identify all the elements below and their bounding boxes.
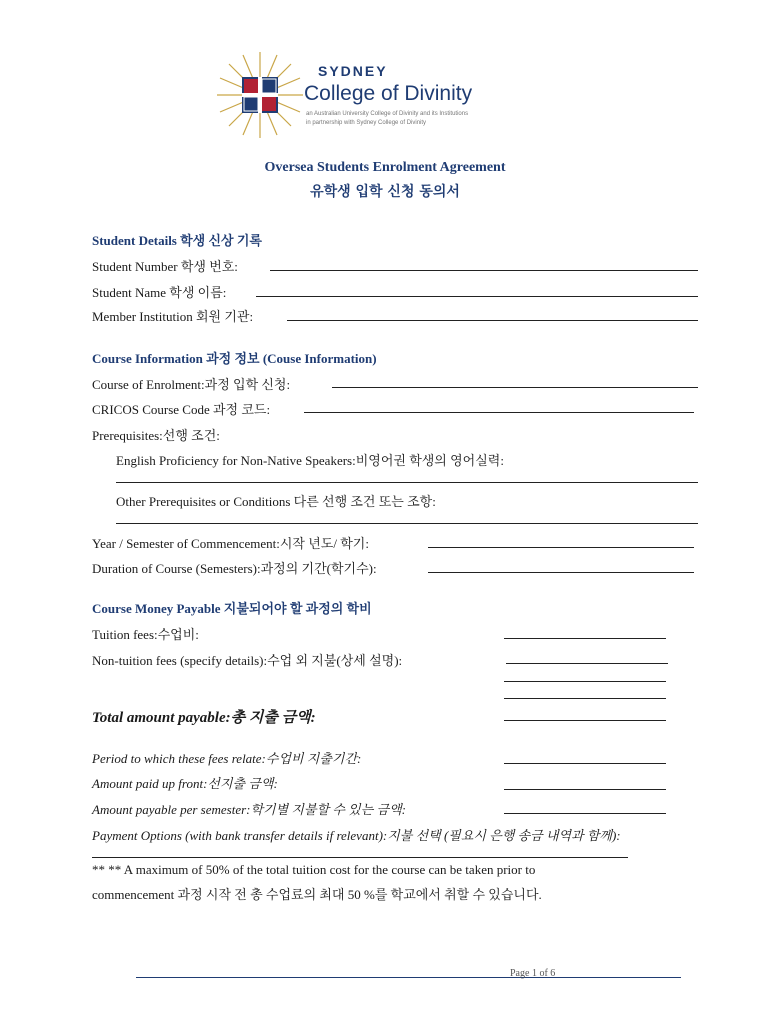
student-name-field[interactable] bbox=[256, 296, 698, 297]
english-proficiency-field[interactable] bbox=[116, 482, 698, 483]
commencement-field[interactable] bbox=[428, 547, 694, 548]
non-tuition-fees-field[interactable] bbox=[506, 663, 668, 664]
footer-rule bbox=[136, 977, 681, 978]
page-number: Page 1 of 6 bbox=[510, 968, 556, 979]
paid-up-front-label: Amount paid up front:선지출 금액: bbox=[92, 776, 278, 791]
total-payable-label: Total amount payable:총 지출 금액: bbox=[92, 710, 316, 726]
english-proficiency-label: English Proficiency for Non-Native Speakers:비영어권 학생의 영어실력: bbox=[116, 453, 504, 468]
non-tuition-fees-field[interactable] bbox=[504, 698, 666, 699]
logo-wordmark-top: SYDNEY bbox=[318, 63, 388, 79]
other-prerequisites-field[interactable] bbox=[116, 523, 698, 524]
course-enrolment-label: Course of Enrolment:과정 입학 신청: bbox=[92, 377, 291, 392]
advance-payment-note: ** ** A maximum of 50% of the total tuition cost for the course can be taken prior to bbox=[92, 862, 536, 877]
logo-tagline: an Australian University College of Divinity and its Institutions bbox=[306, 111, 469, 117]
cricos-code-label: CRICOS Course Code 과정 코드: bbox=[92, 402, 271, 417]
fee-period-label: Period to which these fees relate:수업비 지출기간: bbox=[92, 751, 362, 766]
student-number-field[interactable] bbox=[270, 270, 698, 271]
member-institution-label: Member Institution 회원 기관: bbox=[92, 309, 254, 324]
cricos-code-field[interactable] bbox=[304, 412, 694, 413]
paid-up-front-field[interactable] bbox=[504, 789, 666, 790]
duration-field[interactable] bbox=[428, 572, 694, 573]
total-payable-field[interactable] bbox=[504, 720, 666, 721]
duration-label: Duration of Course (Semesters):과정의 기간(학기수): bbox=[92, 561, 377, 576]
member-institution-field[interactable] bbox=[287, 320, 698, 321]
other-prerequisites-label: Other Prerequisites or Conditions 다른 선행 조건 또는 조항: bbox=[116, 494, 436, 509]
logo-wordmark-main: College of Divinity bbox=[304, 82, 473, 105]
payment-options-label: Payment Options (with bank transfer details if relevant):지불 선택 (필요시 은행 송금 내역과 함께): bbox=[92, 828, 621, 843]
fee-period-field[interactable] bbox=[504, 763, 666, 764]
document-title-korean: 유학생 입학 신청 동의서 bbox=[310, 184, 460, 200]
logo-tagline: in partnership with Sydney College of Divinity bbox=[306, 120, 427, 126]
advance-payment-note-korean: commencement 과정 시작 전 총 수업료의 최대 50 %를 학교에서 취할 수 있습니다. bbox=[92, 887, 542, 902]
per-semester-field[interactable] bbox=[504, 813, 666, 814]
tuition-fees-label: Tuition fees:수업비: bbox=[92, 627, 199, 642]
non-tuition-fees-label: Non-tuition fees (specify details):수업 외 지불(상세 설명): bbox=[92, 653, 403, 668]
prerequisites-label: Prerequisites:선행 조건: bbox=[92, 428, 220, 443]
per-semester-label: Amount payable per semester:학기별 지불할 수 있는 금액: bbox=[92, 802, 406, 817]
tuition-fees-field[interactable] bbox=[504, 638, 666, 639]
document-title: Oversea Students Enrolment Agreement bbox=[264, 160, 506, 175]
student-name-label: Student Name 학생 이름: bbox=[92, 285, 227, 300]
commencement-label: Year / Semester of Commencement:시작 년도/ 학기: bbox=[92, 536, 369, 551]
course-enrolment-field[interactable] bbox=[332, 387, 698, 388]
section-heading-money: Course Money Payable 지불되어야 할 과정의 학비 bbox=[92, 601, 372, 616]
non-tuition-fees-field[interactable] bbox=[504, 681, 666, 682]
student-number-label: Student Number 학생 번호: bbox=[92, 259, 238, 274]
payment-options-field[interactable] bbox=[92, 857, 628, 858]
section-heading-course: Course Information 과정 정보 (Couse Information) bbox=[92, 351, 377, 366]
college-logo bbox=[215, 50, 305, 140]
section-heading-student: Student Details 학생 신상 기록 bbox=[92, 233, 262, 248]
